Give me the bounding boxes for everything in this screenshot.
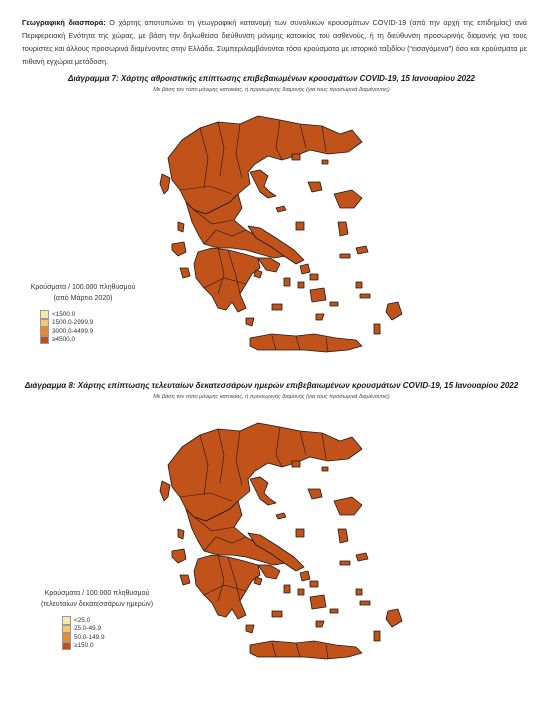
legend-swatch [40, 319, 49, 328]
region-tinos-mykonos [310, 274, 318, 280]
region-lemnos [308, 489, 322, 499]
region-samothraki [322, 160, 328, 164]
region-ionian-lefkada [178, 529, 184, 539]
region-zakynthos [180, 268, 190, 278]
region-samos [356, 246, 368, 254]
region-skyros [296, 222, 304, 230]
region-skyros [296, 529, 304, 537]
region-chios [338, 222, 348, 236]
map2-legend-item: 25.0-49.9 [62, 625, 172, 634]
region-rhodes [386, 609, 402, 627]
region-kos [360, 294, 370, 298]
region-crete [250, 641, 362, 659]
region-kythira [246, 318, 254, 326]
region-kalymnos [356, 589, 362, 595]
region-milos [272, 304, 282, 310]
region-amorgos [330, 302, 338, 306]
intro-lead: Γεωγραφική διασπορά: [22, 18, 106, 27]
map1-greece-map [100, 98, 440, 363]
region-attica [258, 565, 280, 579]
map1-subtitle: Με βάση τον τόπο μόνιμης κατοικίας, ή προσωρινής διαμονής (για τους προσωρινά διαμένοντες) [153, 87, 390, 93]
legend-swatch [40, 336, 49, 345]
map2-legend [22, 588, 172, 650]
map1-regions [160, 116, 402, 352]
region-kea-kythnos [284, 585, 290, 593]
region-salamina-aegina [254, 577, 262, 585]
region-kefalonia [172, 549, 186, 563]
region-syros [298, 589, 304, 595]
region-kos [360, 601, 370, 605]
map1-title: Διάγραμμα 7: Χάρτης αθροιστικής επίπτωσης επιβεβαιωμένων κρουσμάτων COVID-19, 15 Ιανουαρίου 2022 [67, 74, 475, 83]
region-andros [300, 571, 310, 581]
region-karpathos [374, 324, 380, 334]
region-mainland-north [168, 116, 362, 214]
region-corfu [160, 481, 170, 501]
region-santorini [316, 621, 324, 627]
region-samos [356, 553, 368, 561]
intro-paragraph [22, 16, 527, 68]
region-sporades [276, 513, 286, 519]
region-salamina-aegina [254, 270, 262, 278]
map2-subtitle: Με βάση τον τόπο μόνιμης κατοικίας, ή προσωρινής διαμονής (για τους προσωρινά διαμένοντες) [153, 394, 390, 400]
region-halkidiki [250, 170, 276, 198]
region-karpathos [374, 631, 380, 641]
region-samothraki [322, 467, 328, 471]
map2-title: Διάγραμμα 8: Χάρτης επίπτωσης τελευταίων δεκατεσσάρων ημερών επιβεβαιωμένων κρουσμάτων COVID-19, 15 Ιανουαρίου 2022 [24, 381, 519, 390]
map2-legend-title: Κρούσματα / 100.000 πληθυσμού (τελευταίων δεκατεσσάρων ημερών) [40, 590, 154, 608]
region-santorini [316, 314, 324, 320]
legend-swatch [62, 625, 71, 634]
region-lemnos [308, 182, 322, 192]
region-kythira [246, 625, 254, 633]
region-peloponnese [194, 555, 260, 619]
region-attica [258, 258, 280, 272]
region-paros-naxos [310, 288, 326, 302]
legend-swatch [62, 642, 71, 651]
region-mainland-north [168, 423, 362, 521]
region-corfu [160, 174, 170, 194]
map1-legend-item: 3000.0-4499.9 [40, 327, 138, 336]
region-ikaria [340, 561, 350, 565]
region-ionian-lefkada [178, 222, 184, 232]
legend-swatch [40, 327, 49, 336]
region-thasos [292, 461, 300, 467]
legend-swatch [40, 310, 49, 319]
region-syros [298, 282, 304, 288]
map2-legend-item: <25.0 [62, 616, 172, 625]
map1-legend-title: Κρούσματα / 100.000 πληθυσμού (από Μάρτιο 2020) [30, 284, 136, 302]
region-ikaria [340, 254, 350, 258]
map1-legend-item: 1500.0-2999.9 [40, 319, 138, 328]
region-zakynthos [180, 575, 190, 585]
region-kefalonia [172, 242, 186, 256]
region-tinos-mykonos [310, 581, 318, 587]
legend-swatch [62, 633, 71, 642]
map1-legend-item: <1500.0 [40, 310, 138, 319]
region-paros-naxos [310, 595, 326, 609]
region-lesvos [334, 497, 362, 515]
region-rhodes [386, 302, 402, 320]
region-amorgos [330, 609, 338, 613]
region-kalymnos [356, 282, 362, 288]
map1-legend [28, 282, 138, 344]
map2-legend-item: 50.0-149.9 [62, 633, 172, 642]
region-chios [338, 529, 348, 543]
region-kea-kythnos [284, 278, 290, 286]
legend-swatch [62, 616, 71, 625]
region-thasos [292, 154, 300, 160]
region-halkidiki [250, 477, 276, 505]
region-lesvos [334, 190, 362, 208]
region-sporades [276, 206, 286, 212]
region-milos [272, 611, 282, 617]
region-peloponnese [194, 248, 260, 312]
region-andros [300, 264, 310, 274]
map2-legend-item: ≥150.0 [62, 642, 172, 651]
region-crete [250, 334, 362, 352]
map2-regions [160, 423, 402, 659]
map1-legend-item: ≥4500.0 [40, 336, 138, 345]
intro-text: Ο χάρτης αποτυπώνει τη γεωγραφική κατανομή των συνολικών κρουσμάτων COVID-19 (από την αρχή της επιδημίας) ανά Περιφερειακή Ενότητα της χώρας, με βάση την δηλωθείσα διεύθυνση μόνιμης κατοικίας του ασθενούς, ή τη διεύθυνση προσωρινής διαμονής για τους τουρίστες και άλλους προσωρινά διαμένοντες στην Ελλάδα. Συμπεριλαμβάνονται τόσο κρούσματα με ιστορικό ταξιδίου (“εισαγόμενα”) όσο και κρούσματα με πιθανή εγχώρια μετάδοση. [22, 18, 527, 66]
